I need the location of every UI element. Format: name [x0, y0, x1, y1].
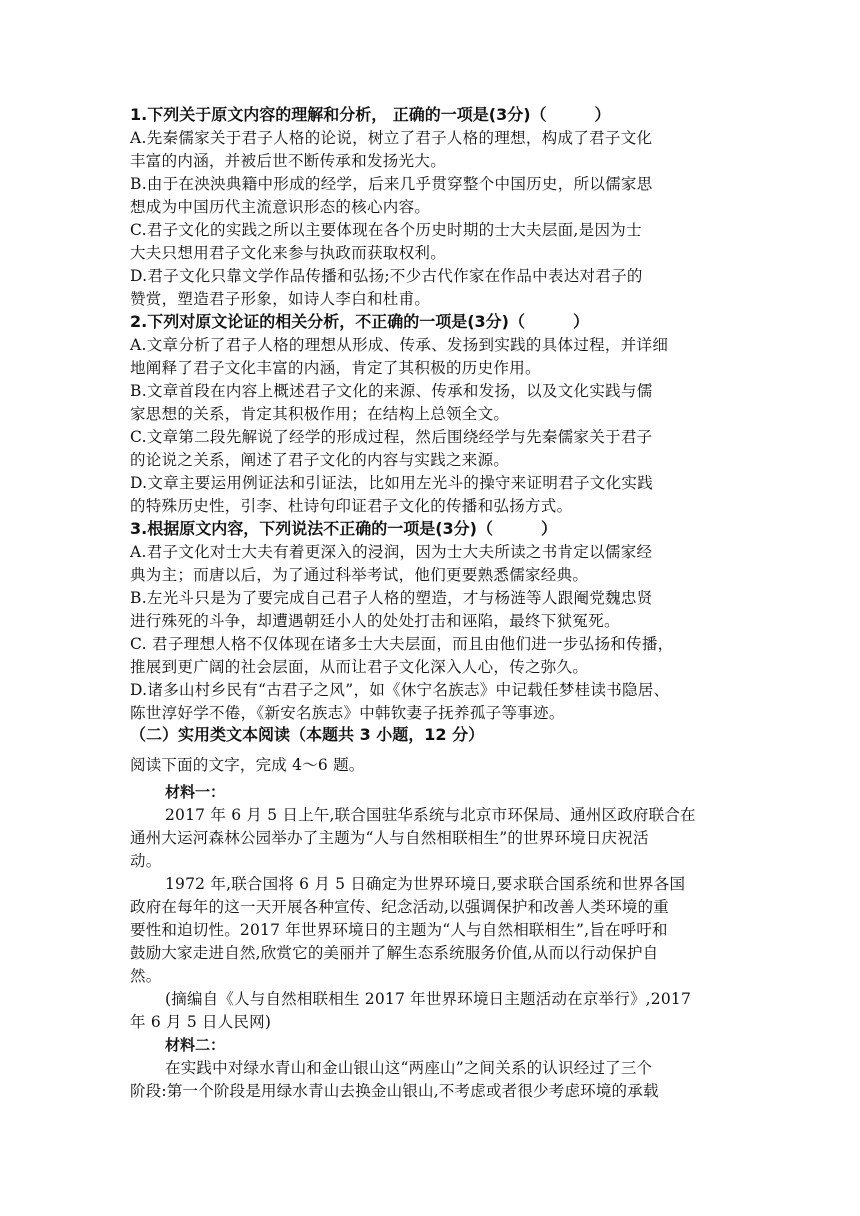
q2-option-c-line2: 的论说之关系，阐述了君子文化的内容与实践之来源。: [130, 451, 510, 469]
q2-option-c-line1: C.文章第二段先解说了经学的形成过程，然后围绕经学与先秦儒家关于君子: [130, 428, 653, 446]
material-1-para1-line1: 2017 年 6 月 5 日上午,联合国驻华系统与北京市环保局、通州区政府联合在: [165, 806, 696, 824]
q2-option-b-line2: 家思想的关系，肯定其积极作用；在结构上总领全文。: [130, 405, 510, 423]
material-1-para1-line3: 动。: [130, 852, 162, 870]
material-1-para2-line1: 1972 年,联合国将 6 月 5 日确定为世界环境日,要求联合国系统和世界各国: [165, 875, 686, 893]
q3-option-a-line1: A.君子文化对士大夫有着更深入的浸润，因为士大夫所读之书肯定以儒家经: [130, 543, 653, 561]
material-1-label: 材料一：: [165, 783, 226, 801]
material-1-para2-line5: 然。: [130, 967, 162, 985]
material-2-para1-line2: 阶段:第一个阶段是用绿水青山去换金山银山,不考虑或者很少考虑环境的承载: [130, 1082, 659, 1100]
material-1-para2-line3: 要性和迫切性。2017 年世界环境日的主题为“人与自然相联相生”,旨在呼吁和: [130, 921, 668, 939]
q1-option-c-line2: 大夫只想用君子文化来参与执政而获取权利。: [130, 244, 447, 262]
material-2-para1-line1: 在实践中对绿水青山和金山银山这“两座山”之间关系的认识经过了三个: [165, 1059, 653, 1077]
q1-option-d-line2: 赞赏，塑造君子形象，如诗人李白和杜甫。: [130, 290, 431, 308]
q3-option-b-line2: 进行殊死的斗争，却遭遇朝廷小人的处处打击和诬陷，最终下狱冤死。: [130, 612, 620, 630]
q2-option-a-line1: A.文章分析了君子人格的理想从形成、传承、发扬到实践的具体过程，并详细: [130, 336, 669, 354]
section-2-heading: （二）实用类文本阅读（本题共 3 小题，12 分）: [130, 725, 485, 744]
material-1-para2-line2: 政府在每年的这一天开展各种宣传、纪念活动,以强调保护和改善人类环境的重: [130, 898, 669, 916]
section-2-intro: 阅读下面的文字，完成 4～6 题。: [130, 756, 365, 774]
q2-option-d-line1: D.文章主要运用例证法和引证法，比如用左光斗的操守来证明君子文化实践: [130, 474, 654, 492]
q2-option-a-line2: 地阐释了君子文化丰富的内涵，肯定了其积极的历史作用。: [130, 359, 541, 377]
q2-option-d-line2: 的特殊历史性，引李、杜诗句印证君子文化的传播和弘扬方式。: [130, 497, 573, 515]
q2-option-b-line1: B.文章首段在内容上概述君子文化的来源、传承和发扬，以及文化实践与儒: [130, 382, 653, 400]
q1-option-a-line1: A.先秦儒家关于君子人格的论说，树立了君子人格的理想，构成了君子文化: [130, 129, 653, 147]
material-1-source-line2: 年 6 月 5 日人民网): [130, 1013, 272, 1031]
q1-option-d-line1: D.君子文化只靠文学作品传播和弘扬;不少古代作家在作品中表达对君子的: [130, 267, 643, 285]
q1-option-a-line2: 丰富的内涵，并被后世不断传承和发扬光大。: [130, 152, 447, 170]
q3-option-c-line1: C. 君子理想人格不仅体现在诸多士大夫层面，而且由他们进一步弘扬和传播，: [130, 635, 674, 653]
material-1-para1-line2: 通州大运河森林公园举办了主题为“人与自然相联相生”的世界环境日庆祝活: [130, 829, 649, 847]
q1-option-c-line1: C.君子文化的实践之所以主要体现在各个历史时期的士大夫层面,是因为士: [130, 221, 642, 239]
q1-option-b-line2: 想成为中国历代主流意识形态的核心内容。: [130, 198, 431, 216]
q3-option-c-line2: 推展到更广阔的社会层面，从而让君子文化深入人心，传之弥久。: [130, 658, 589, 676]
q3-option-d-line2: 陈世淳好学不倦，《新安名族志》中韩钦妻子抚养孤子等事迹。: [130, 704, 565, 722]
q1-option-b-line1: B.由于在泱泱典籍中形成的经学，后来几乎贯穿整个中国历史，所以儒家思: [130, 175, 653, 193]
q3-option-a-line2: 典为主；而唐以后，为了通过科举考试，他们更要熟悉儒家经典。: [130, 566, 589, 584]
material-1-para2-line4: 鼓励大家走进自然,欣赏它的美丽并了解生态系统服务价值,从而以行动保护自: [130, 944, 659, 962]
material-1-source-line1: (摘编自《人与自然相联相生 2017 年世界环境日主题活动在京举行》,2017: [165, 990, 692, 1008]
question-2-title: 2.下列对原文论证的相关分析，不正确的一项是(3分)（ ）: [130, 312, 589, 331]
question-3-title: 3.根据原文内容，下列说法不正确的一项是(3分)（ ）: [130, 519, 557, 538]
material-2-label: 材料二：: [165, 1036, 226, 1054]
q3-option-b-line1: B.左光斗只是为了要完成自己君子人格的塑造，才与杨涟等人跟阉党魏忠贤: [130, 589, 653, 607]
question-1-title: 1.下列关于原文内容的理解和分析， 正确的一项是(3分)（ ）: [130, 105, 611, 124]
q3-option-d-line1: D.诸多山村乡民有“古君子之风”，如《休宁名族志》中记载任梦桂读书隐居、: [130, 681, 670, 699]
